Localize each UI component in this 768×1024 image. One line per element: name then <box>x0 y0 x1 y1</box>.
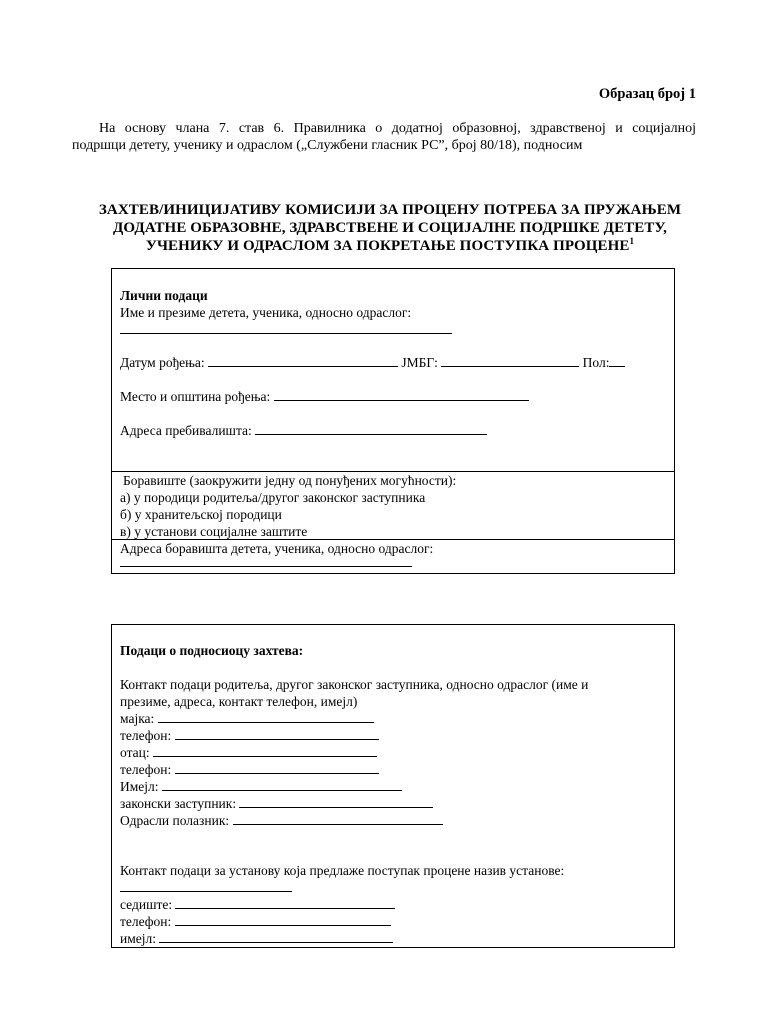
intro-line-1: На основу члана 7. став 6. Правилника о додатној образовној, здравственој и социјалној <box>99 121 696 136</box>
title-line-2: ДОДАТНЕ ОБРАЗОВНЕ, ЗДРАВСТВЕНЕ И СОЦИЈАЛНЕ ПОДРШКЕ ДЕТЕТУ, <box>112 220 668 236</box>
guardian-field[interactable] <box>239 795 433 808</box>
guardian-label: законски заступник: <box>120 796 237 811</box>
phone2-label: телефон: <box>120 762 172 777</box>
document-title <box>80 201 700 255</box>
phone2-field[interactable] <box>175 761 379 774</box>
adult-label: Одрасли полазник: <box>120 813 230 828</box>
residence-label: Адреса пребивалишта: <box>120 423 252 438</box>
stay-address-label: Адреса боравишта детета, ученика, односно одраслог: <box>120 541 434 556</box>
institution-line: Контакт подаци за установу која предлаже поступак процене назив установе: <box>120 863 565 878</box>
form-number: Образац број 1 <box>598 86 696 102</box>
email2-field[interactable] <box>159 930 393 943</box>
phone3-label: телефон: <box>120 914 172 929</box>
personal-data-heading: Лични подаци <box>120 288 208 303</box>
title-line-1: ЗАХТЕВ/ИНИЦИЈАТИВУ КОМИСИЈИ ЗА ПРОЦЕНУ ПОТРЕБА ЗА ПРУЖАЊЕМ <box>98 202 682 218</box>
stay-option-a[interactable]: а) у породици родитеља/другог законског заступника <box>120 490 426 505</box>
father-label: отац: <box>120 745 150 760</box>
email-field[interactable] <box>162 778 402 791</box>
personal-data-box <box>111 268 675 574</box>
stay-address-field[interactable] <box>120 554 412 567</box>
institution-name-field[interactable] <box>120 879 292 892</box>
residence-field[interactable] <box>255 422 487 435</box>
birthplace-label: Место и општина рођења: <box>120 389 271 404</box>
seat-field[interactable] <box>175 896 395 909</box>
stay-section <box>112 471 674 540</box>
sex-label: Пол: <box>582 355 610 370</box>
phone1-label: телефон: <box>120 728 172 743</box>
footnote-mark: 1 <box>629 236 635 246</box>
mother-label: мајка: <box>120 711 155 726</box>
stay-option-b[interactable]: б) у хранитељској породици <box>120 507 282 522</box>
intro-line-2: подршци детету, ученику и одраслом („Службени гласник РС”, број 80/18), подносим <box>72 138 583 153</box>
jmbg-field[interactable] <box>441 354 579 367</box>
father-field[interactable] <box>153 744 377 757</box>
mother-field[interactable] <box>158 710 374 723</box>
email2-label: имејл: <box>120 931 156 946</box>
title-line-3: УЧЕНИКУ И ОДРАСЛОМ ЗА ПОКРЕТАЊЕ ПОСТУПКА ПРОЦЕНЕ <box>145 238 630 254</box>
seat-label: седиште: <box>120 897 173 912</box>
birthplace-field[interactable] <box>274 388 529 401</box>
applicant-data-box <box>111 624 675 948</box>
birthdate-label: Датум рођења: <box>120 355 205 370</box>
personal-data-section <box>112 269 674 472</box>
contact-line-1: Контакт подаци родитеља, другог законског заступника, односно одраслог (име и <box>120 677 589 692</box>
applicant-heading: Подаци о подносиоцу захтева: <box>120 643 304 658</box>
jmbg-label: ЈМБГ: <box>401 355 438 370</box>
name-label: Име и презиме детета, ученика, односно одраслог: <box>120 305 412 320</box>
stay-option-c[interactable]: в) у установи социјалне заштите <box>120 524 308 539</box>
stay-heading: Боравиште (заокружити једну од понуђених могућности): <box>123 473 457 488</box>
intro-paragraph <box>72 120 696 154</box>
sex-field[interactable] <box>609 354 625 367</box>
phone3-field[interactable] <box>175 913 391 926</box>
name-field[interactable] <box>120 321 452 334</box>
adult-field[interactable] <box>233 812 443 825</box>
stay-address-section <box>112 539 674 573</box>
email-label: Имејл: <box>120 779 159 794</box>
phone1-field[interactable] <box>175 727 379 740</box>
birthdate-field[interactable] <box>208 354 398 367</box>
contact-line-2: презиме, адреса, контакт телефон, имејл) <box>120 694 358 709</box>
